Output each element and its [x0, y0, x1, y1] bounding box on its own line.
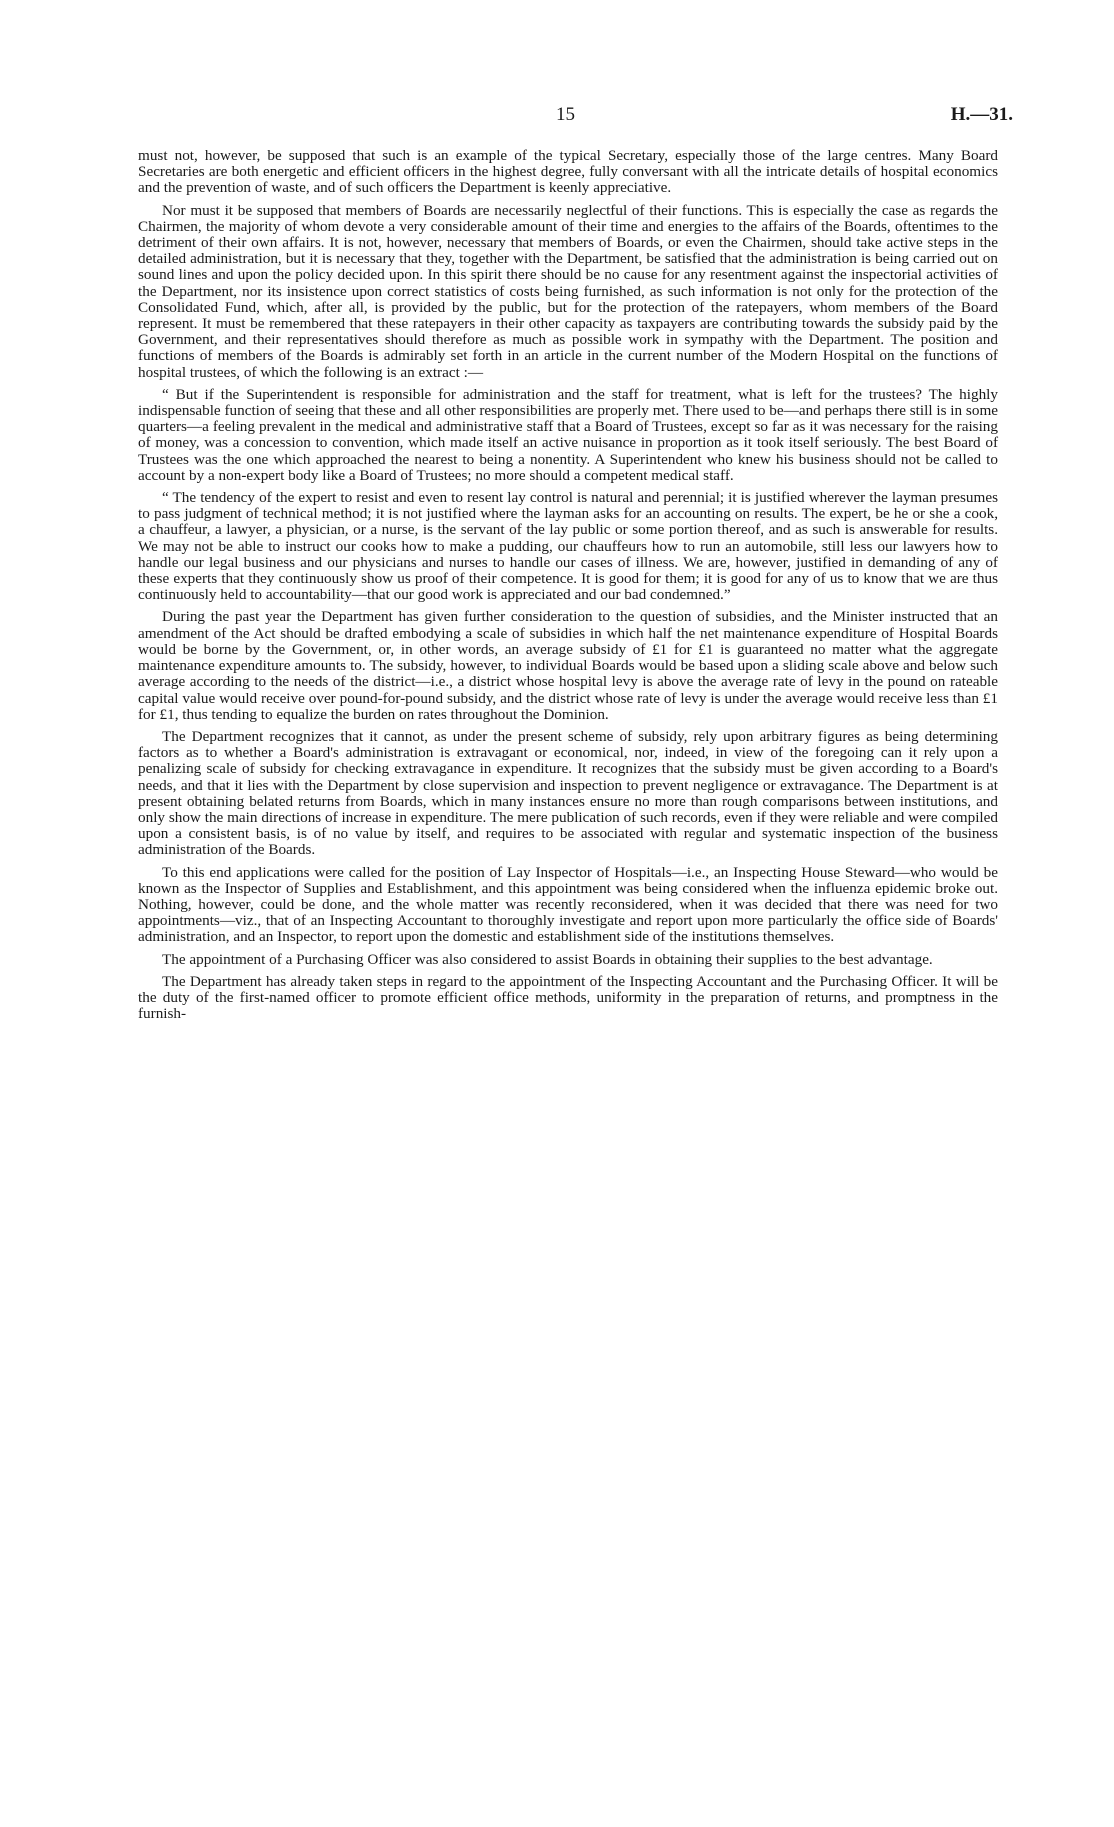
quoted-paragraph: “ The tendency of the expert to resist and even to resent lay control is natural and perennial; it is justified wherever the layman presumes to pass judgment of technical method; it is not justified where the layman asks for an accounting on results. The expert, be he or she a cook, a chauffeur, a lawyer, a physician, or a nurse, is the servant of the lay public or some portion thereof, and as such is answerable for results. We may not be able to instruct our cooks how to make a pudding, our chauffeurs how to run an automobile, still less our lawyers how to handle our legal business and our physicians and nurses to handle our cases of illness. We are, however, justified in demanding of any of these experts that they continuously show us proof of their competence. It is good for them; it is good for any of us to know that we are thus continuously held to accountability—that our good work is appreciated and our bad condemned.”	[138, 489, 998, 604]
paragraph: To this end applications were called for the position of Lay Inspector of Hospitals—i.e., an Inspecting House Steward—who would be known as the Inspector of Supplies and Establishment, and this appointment was being considered when the influenza epidemic broke out. Nothing, however, could be done, and the whole matter was recently reconsidered, when it was decided that there was need for two appointments—viz., that of an Inspecting Accountant to thoroughly investigate and report upon more particularly the office side of Boards' administration, and an Inspector, to report upon the domestic and establishment side of the institutions themselves.	[138, 863, 998, 946]
body-text	[138, 148, 998, 1028]
page-header	[0, 104, 1114, 130]
quoted-paragraph: “ But if the Superintendent is responsible for administration and the staff for treatment, what is left for the trustees? The highly indispensable function of seeing that these and all other responsibilities are properly met. There used to be—and perhaps there still is in some quarters—a feeling prevalent in the medical and administrative staff that a Board of Trustees, except so far as it was necessary for the raising of money, was a concession to convention, which made itself an active nuisance in proportion as it took itself seriously. The best Board of Trustees was the one which approached the nearest to being a nonentity. A Superintendent who knew his business should not be called to account by a non-expert body like a Board of Trustees; no more should a competent medical staff.	[138, 385, 998, 484]
paragraph: Nor must it be supposed that members of Boards are necessarily neglectful of their functions. This is especially the case as regards the Chairmen, the majority of whom devote a very considerable amount of their time and energies to the affairs of the Boards, oftentimes to the detriment of their own affairs. It is not, however, necessary that members of Boards, or even the Chairmen, should take active steps in the detailed administration, but it is necessary that they, together with the Department, be satisfied that the administration is being carried out on sound lines and upon the policy decided upon. In this spirit there should be no cause for any resentment against the inspectorial activities of the Department, nor its insistence upon correct statistics of costs being furnished, as such information is not only for the protection of the Consolidated Fund, which, after all, is provided by the public, but for the protection of the ratepayers, whom members of the Board represent. It must be remembered that these ratepayers in their other capacity as taxpayers are contributing towards the subsidy paid by the Government, and their representatives should therefore as much as possible work in sympathy with the Department. The position and functions of members of the Boards is admirably set forth in an article in the current number of the Modern Hospital on the functions of hospital trustees, of which the following is an extract :—	[138, 201, 998, 381]
page-number: 15	[556, 104, 575, 125]
paragraph: The Department recognizes that it cannot, as under the present scheme of subsidy, rely upon arbitrary figures as being determining factors as to whether a Board's administration is extravagant or economical, nor, indeed, in view of the foregoing can it rely upon a penalizing scale of subsidy for checking extravagance in expenditure. It recognizes that the subsidy must be given according to a Board's needs, and that it lies with the Department by close supervision and inspection to prevent negligence or extravagance. The Department is at present obtaining belated returns from Boards, which in many instances ensure no more than rough comparisons between institutions, and only show the main directions of increase in expenditure. The mere publication of such records, even if they were reliable and were compiled upon a consistent basis, is of no value by itself, and requires to be associated with regular and systematic inspection of the business administration of the Boards.	[138, 727, 998, 859]
paragraph: During the past year the Department has given further consideration to the question of subsidies, and the Minister instructed that an amendment of the Act should be drafted embodying a scale of subsidies in which half the net maintenance expenditure of Hospital Boards would be borne by the Government, or, in other words, an average subsidy of £1 for £1 is guaranteed no matter what the aggregate maintenance expenditure amounts to. The subsidy, however, to individual Boards would be based upon a sliding scale above and below such average according to the needs of the district—i.e., a district whose hospital levy is above the average rate of levy in the pound on rateable capital value would receive over pound-for-pound subsidy, and the district whose rate of levy is under the average would receive less than £1 for £1, thus tending to equalize the burden on rates throughout the Dominion.	[138, 608, 998, 723]
paragraph: The appointment of a Purchasing Officer was also considered to assist Boards in obtaining their supplies to the best advantage.	[162, 950, 933, 968]
report-code: H.—31.	[950, 104, 1013, 125]
paragraph: must not, however, be supposed that such is an example of the typical Secretary, especially those of the large centres. Many Board Secretaries are both energetic and efficient officers in the highest degree, fully conversant with all the intricate details of hospital economics and the prevention of waste, and of such officers the Department is keenly appreciative.	[138, 147, 998, 197]
paragraph: The Department has already taken steps in regard to the appointment of the Inspecting Accountant and the Purchasing Officer. It will be the duty of the first-named officer to promote efficient office methods, uniformity in the preparation of returns, and promptness in the furnish-	[138, 972, 998, 1023]
